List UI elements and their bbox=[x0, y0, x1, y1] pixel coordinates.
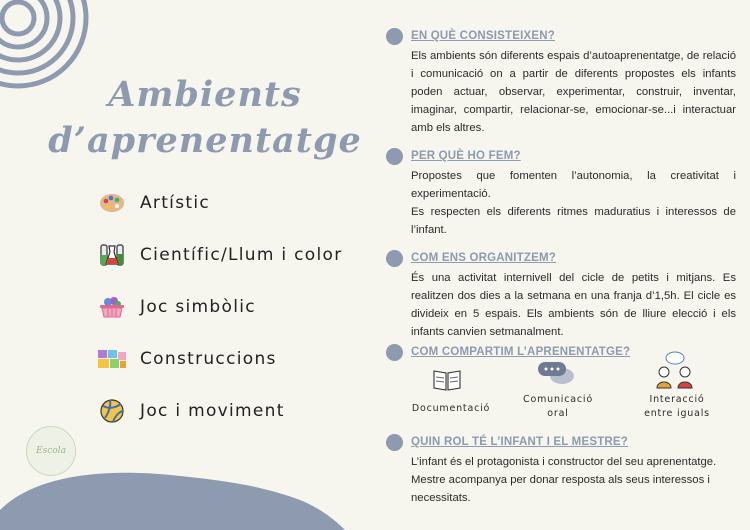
ambient-item-joc-simbolic bbox=[96, 292, 256, 322]
section-why bbox=[386, 147, 736, 239]
lab-flasks-icon bbox=[96, 242, 128, 268]
bullet-dot-icon bbox=[386, 148, 403, 165]
ball-icon bbox=[96, 398, 128, 424]
sharing-item-label: entre iguals bbox=[644, 408, 710, 419]
section-what bbox=[386, 27, 736, 137]
section-text: És una activitat internivell del cicle de petits i mitjans. Es realitzen dos dies a la setmana en una franja d’1,5h. El cicle es divideix en 5 espais. Els ambients són de lliure elecció i els infants canvien setmanalment. bbox=[411, 272, 736, 338]
ambient-label: Joc simbòlic bbox=[140, 297, 256, 317]
sharing-item-label: Interacció bbox=[649, 394, 705, 405]
basket-icon bbox=[96, 294, 128, 320]
section-organization bbox=[386, 249, 736, 341]
ambient-item-joc-moviment bbox=[96, 396, 285, 426]
bullet-dot-icon bbox=[386, 28, 403, 45]
sharing-item-documentacio bbox=[405, 402, 497, 416]
section-title: QUIN ROL TÉ L’INFANT I EL MESTRE? bbox=[411, 436, 629, 448]
page-title bbox=[45, 72, 365, 164]
ambient-label: Joc i moviment bbox=[140, 401, 285, 421]
section-body bbox=[411, 47, 736, 137]
section-role bbox=[386, 433, 736, 507]
section-title: EN QUÈ CONSISTEIXEN? bbox=[411, 30, 555, 42]
sharing-item-interaccio bbox=[632, 393, 722, 421]
sharing-item-label: Comunicació bbox=[523, 394, 593, 405]
ambient-label: Artístic bbox=[140, 193, 210, 213]
title-line-1: Ambients bbox=[108, 74, 302, 115]
ambient-item-construccions bbox=[96, 344, 277, 374]
children-talking-icon bbox=[652, 350, 698, 390]
ambient-label: Científic/Llum i color bbox=[140, 245, 343, 265]
speech-bubbles-icon bbox=[536, 360, 576, 388]
sharing-item-label: oral bbox=[547, 408, 569, 419]
section-title: COM ENS ORGANITZEM? bbox=[411, 252, 556, 264]
section-text: Propostes que fomenten l’autonomia, la creativitat i experimentació. bbox=[411, 170, 736, 200]
logo-text: Escola bbox=[36, 446, 66, 456]
section-text: Mestre acompanya per donar resposta als seus interessos i necessitats. bbox=[411, 474, 710, 504]
sharing-item-label: Documentació bbox=[411, 403, 491, 414]
palette-icon bbox=[96, 190, 128, 216]
sharing-item-comunicacio bbox=[513, 393, 603, 421]
title-line-2: d’aprenentatge bbox=[48, 120, 362, 161]
section-title: COM COMPARTIM L’APRENENTATGE? bbox=[411, 346, 631, 358]
section-body bbox=[411, 269, 736, 341]
section-text: Es respecten els diferents ritmes maduratius i interessos de l’infant. bbox=[411, 206, 736, 236]
ambient-item-cientific bbox=[96, 240, 343, 270]
section-title: PER QUÈ HO FEM? bbox=[411, 150, 521, 162]
ambient-label: Construccions bbox=[140, 349, 277, 369]
bullet-dot-icon bbox=[386, 250, 403, 267]
bullet-dot-icon bbox=[386, 344, 403, 361]
school-logo bbox=[26, 426, 76, 476]
ambient-item-artistic bbox=[96, 188, 210, 218]
section-text: Els ambients són diferents espais d’autoaprenentatge, de relació i comunicació on a partir de diferents propostes els infants poden actuar, observar, experimentar, construir, inventar, imaginar, compartir, relacionar-se, emocionar-se...i interactuar amb els altres. bbox=[411, 50, 736, 134]
book-icon bbox=[432, 368, 462, 392]
section-text: L’infant és el protagonista i constructor del seu aprenentatge. bbox=[411, 456, 717, 468]
section-body bbox=[411, 167, 736, 239]
blocks-icon bbox=[96, 346, 128, 372]
bullet-dot-icon bbox=[386, 434, 403, 451]
section-body bbox=[411, 453, 726, 507]
